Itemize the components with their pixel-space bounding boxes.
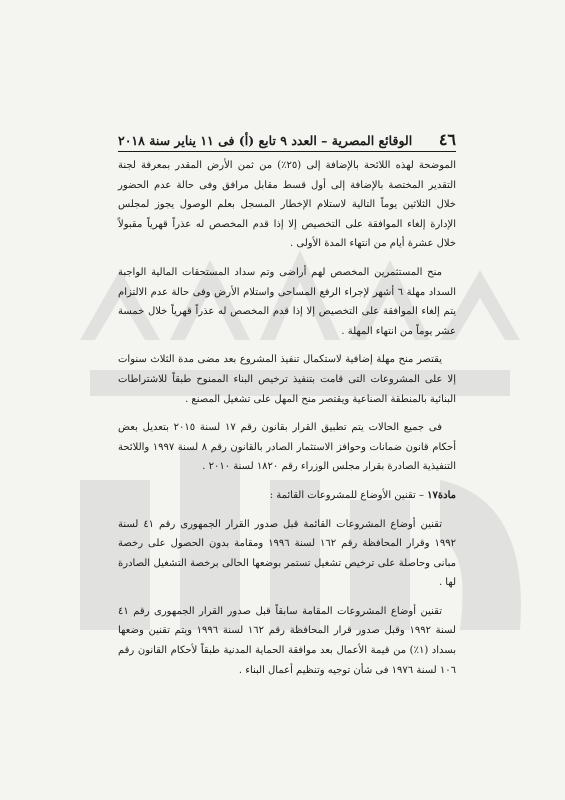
article-title: – تقنين الأوضاع للمشروعات القائمة : [269,489,428,501]
body-paragraph: منح المستثمرين المخصص لهم أراضى وتم سداد المستحقات المالية الواجبة السداد مهلة ٦ أشهر لإجراء الرفع المساحى واستلام الأرض وفى حالة عدم الالتزام يتم إلغاء الموافقة على التخصيص إلا إذا قدم المخصص له عذراً قهرياً خلال خمسة عشر يوماً من انتهاء المهلة . [118,266,456,337]
article-heading [118,486,456,506]
page-number: ٤٦ [438,130,456,149]
body-paragraph: فى جميع الحالات يتم تطبيق القرار بقانون رقم ١٧ لسنة ٢٠١٥ بتعديل بعض أحكام قانون ضمانات وحوافز الاستثمار الصادر بالقانون رقم ٨ لسنة ١٩٩٧ واللائحة التنفيذية الصادرة بقرار مجلس الوزراء رقم ١٨٢٠ لسنة ٢٠١٠ . [118,422,456,473]
running-title: الوقائع المصرية – العدد ٩ تابع (أ) فى ١١ يناير سنة ٢٠١٨ [118,133,413,148]
body-paragraph: يقتصر منح مهلة إضافية لاستكمال تنفيذ المشروع بعد مضى مدة الثلاث سنوات إلا على المشروعات التى قامت بتنفيذ ترخيص البناء الممنوح طبقاً للاشتراطات البنائية بالمنطقة الصناعية ويقتصر منح المهل على تشغيل المصنع . [118,354,456,405]
document-body [118,156,456,689]
running-header [118,130,456,149]
article-paragraph: تقنين أوضاع المشروعات القائمة قبل صدور القرار الجمهورى رقم ٤١ لسنة ١٩٩٢ وقرار المحافظة رقم ١٦٢ لسنة ١٩٩٦ ومقامة بدون الحصول على رخصة مبانى وحاصلة على ترخيص تشغيل تستمر بوضعها الحالى برخصة التشغيل الصادرة لها . [118,518,456,589]
body-paragraph: الموضحة لهذه اللائحة بالإضافة إلى (٢٥٪) من ثمن الأرض المقدر بمعرفة لجنة التقدير المختصة بالإضافة إلى أول قسط مقابل مرافق وفى حالة عدم الحضور خلال الثلاثين يوماً التالية لاستلام الإخطار المسجل بعلم الوصول يجوز لمجلس الإدارة إلغاء الموافقة على التخصيص إلا إذا قدم المخصص له عذراً قهرياً مقبولاً خلال عشرة أيام من انتهاء المدة الأولى . [118,160,457,250]
article-paragraph: تقنين أوضاع المشروعات المقامة سابقاً قبل صدور القرار الجمهورى رقم ٤١ لسنة ١٩٩٢ وقبل صدور قرار المحافظة رقم ١٦٢ لسنة ١٩٩٦ ويتم تقنين وضعها بسداد (١٪) من قيمة الأعمال بعد موافقة الحماية المدنية طبقاً لأحكام القانون رقم ١٠٦ لسنة ١٩٧٦ فى شأن توجيه وتنظيم أعمال البناء . [118,605,456,676]
article-label: مادة١٧ [427,489,456,501]
header-rule [118,151,456,152]
